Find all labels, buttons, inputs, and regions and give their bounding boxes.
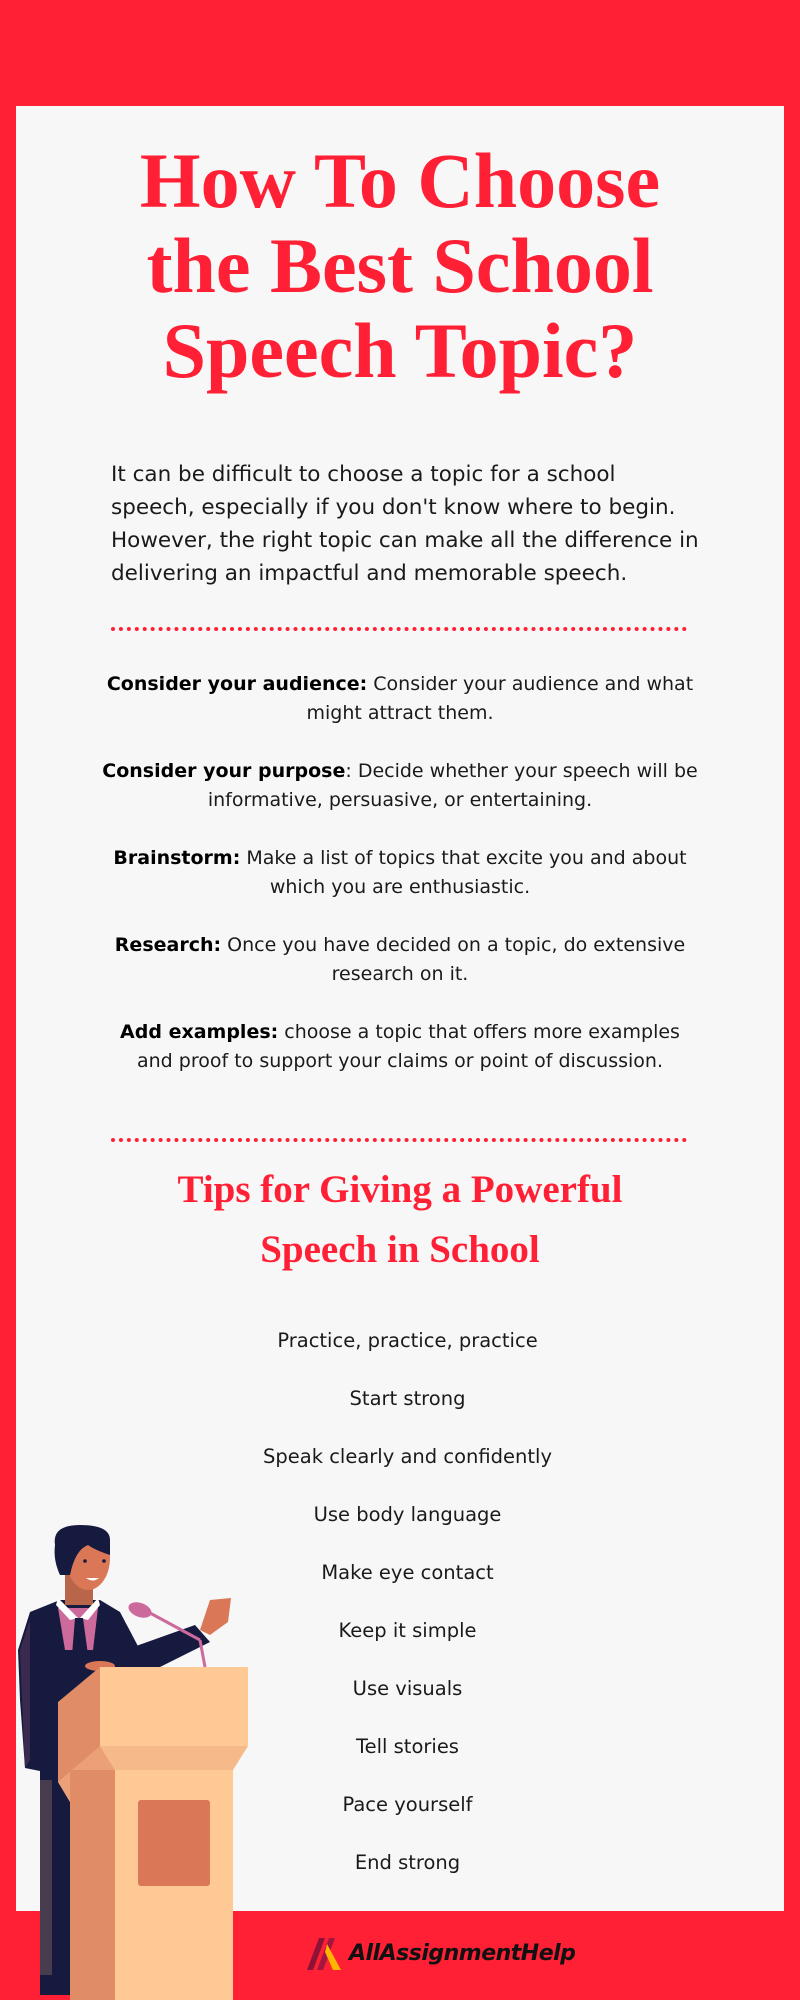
tip-item: Pace yourself <box>342 1793 473 1816</box>
step-text: Once you have decided on a topic, do extensive research on it. <box>221 934 686 985</box>
step-label: Consider your purpose <box>102 760 346 782</box>
title-line: the Best School <box>146 222 654 309</box>
step-item <box>100 670 700 757</box>
page-title <box>0 138 800 393</box>
step-text: : Decide whether your speech will be informative, persuasive, or entertaining. <box>207 760 698 811</box>
step-text: Consider your audience and what might attract them. <box>306 673 694 724</box>
tip-item: Make eye contact <box>321 1561 494 1584</box>
tip-item: Practice, practice, practice <box>277 1329 538 1352</box>
dotted-divider <box>111 627 687 631</box>
tip-item: Use body language <box>313 1503 502 1526</box>
title-line: How To Choose <box>139 137 661 224</box>
tip-item: Speak clearly and confidently <box>263 1445 552 1468</box>
step-item <box>100 757 700 844</box>
title-line: Speech Topic? <box>162 307 638 394</box>
tip-item: Use visuals <box>352 1677 463 1700</box>
brand-logo-icon <box>305 1936 345 1970</box>
tip-item: Tell stories <box>356 1735 459 1758</box>
step-label: Add examples: <box>120 1021 279 1043</box>
tips-heading <box>0 1160 800 1280</box>
tip-item: Keep it simple <box>338 1619 477 1642</box>
brand-name: AllAssignmentHelp <box>349 1940 576 1966</box>
brand-logo <box>305 1936 575 1970</box>
step-text: choose a topic that offers more examples and proof to support your claims or point of discussion. <box>136 1021 680 1072</box>
tips-heading-line: Tips for Giving a Powerful <box>177 1168 623 1211</box>
intro-paragraph: It can be difficult to choose a topic for a school speech, especially if you don't know where to begin. However, the right topic can make all the difference in delivering an impactful and memorable speech. <box>111 462 699 586</box>
podium-panel <box>138 1800 210 1886</box>
tip-item: End strong <box>354 1851 461 1874</box>
speaker-at-podium-illustration <box>0 1500 260 2000</box>
tips-list <box>200 1312 615 1892</box>
dotted-divider <box>111 1138 687 1142</box>
step-item <box>100 931 700 1018</box>
tips-heading-line: Speech in School <box>260 1228 540 1271</box>
step-item <box>100 844 700 931</box>
step-label: Consider your audience: <box>106 673 368 695</box>
step-label: Research: <box>114 934 222 956</box>
steps-list <box>100 670 700 1105</box>
tip-item: Start strong <box>349 1387 466 1410</box>
step-label: Brainstorm: <box>113 847 241 869</box>
step-item <box>100 1018 700 1105</box>
step-text: Make a list of topics that excite you and about which you are enthusiastic. <box>240 847 687 898</box>
